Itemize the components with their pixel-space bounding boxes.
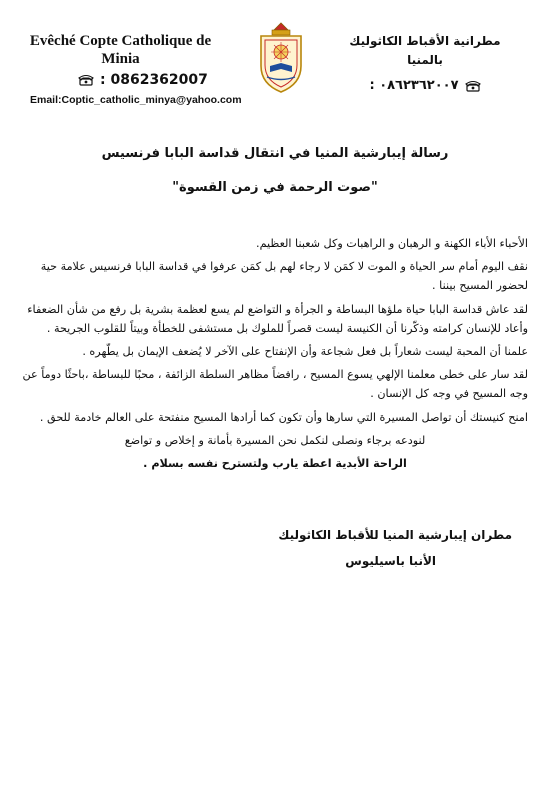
org-name-french-line1: Evêché Copte Catholique de (29, 33, 212, 49)
telephone-icon (78, 74, 94, 86)
paragraph: لقد سار على خطى معلمنا الإلهي يسوع المسيح ، رافضاً مظاهر السلطة الزائفة ، محبًا للبساطة ،باحثًا دوماً عن وجه المسيح في وجه كل الإنسان . (22, 368, 528, 401)
paragraph: علمنا أن المحبة ليست شعاراً بل فعل شجاعة وأن الإنفتاح على الآخر لا يُضعف الإيمان بل يطّهره . (82, 345, 528, 359)
paragraph: لقد عاش قداسة البابا حياة ملؤها البساطة و الجرأة و التواضع لم يسع لعظمة بشرية بل رفع من شأن الضعفاء وأعاد للإنسان كرامته وذكّرنا أن الكنيسة ليست قصراً للملوك بل مستشفى للخطأة وبيتاً للقلوب الجريحة . (27, 302, 528, 335)
phone-arabic (340, 78, 510, 93)
letter-subtitle: "صوت الرحمة في زمن القسوة" (172, 180, 378, 195)
paragraph-greeting: الأحباء الأباء الكهنة و الرهبان و الراهبات وكل شعبنا العظيم. (256, 237, 528, 250)
email-address: Email:Coptic_catholic_minya@yahoo.com (30, 94, 242, 106)
phone-french (78, 72, 268, 88)
header-arabic (340, 32, 510, 93)
org-name-arabic-line2: بالمنيا (407, 53, 443, 67)
letter-title: رسالة إيبارشية المنيا في انتقال قداسة البابا فرنسيس (101, 146, 449, 161)
org-name-french-line2: Minia (101, 51, 140, 67)
phone-number-arabic: ٠٨٦٢٣٦٢٠٠٧ : (369, 78, 459, 93)
closing-line: لنودعه برجاء ونصلى لنكمل نحن المسيرة بأمانة و إخلاص و تواضع (124, 433, 426, 447)
signature-name: الأنبا باسيليوس (345, 554, 436, 568)
letter-body (22, 234, 528, 477)
telephone-icon (465, 80, 481, 92)
phone-number-french: : 0862362007 (100, 72, 208, 88)
paragraph: نقف اليوم أمام سر الحياة و الموت لا كمَن لا رجاء لهم بل كمَن عرفوا في قداسة البابا فرنسيس علامة حية لحضور المسيح بيننا . (40, 260, 528, 293)
signature-title: مطران إيبارشية المنيا للأقباط الكاثوليك (278, 528, 512, 542)
paragraph: امنح كنيستك أن تواصل المسيرة التي سارها وأن تكون كما أرادها المسيح منفتحة على العالم خادمة للحق . (39, 410, 528, 424)
org-name-french (18, 32, 223, 68)
signature-block (278, 522, 512, 574)
header-french (18, 32, 268, 106)
org-name-arabic-line1: مطرانية الأقباط الكاثوليك (349, 34, 501, 48)
diocese-seal-icon (258, 22, 304, 94)
closing-prayer: الراحة الأبدية اعطة يارب ولتسترح نفسه بسلام . (143, 457, 407, 471)
